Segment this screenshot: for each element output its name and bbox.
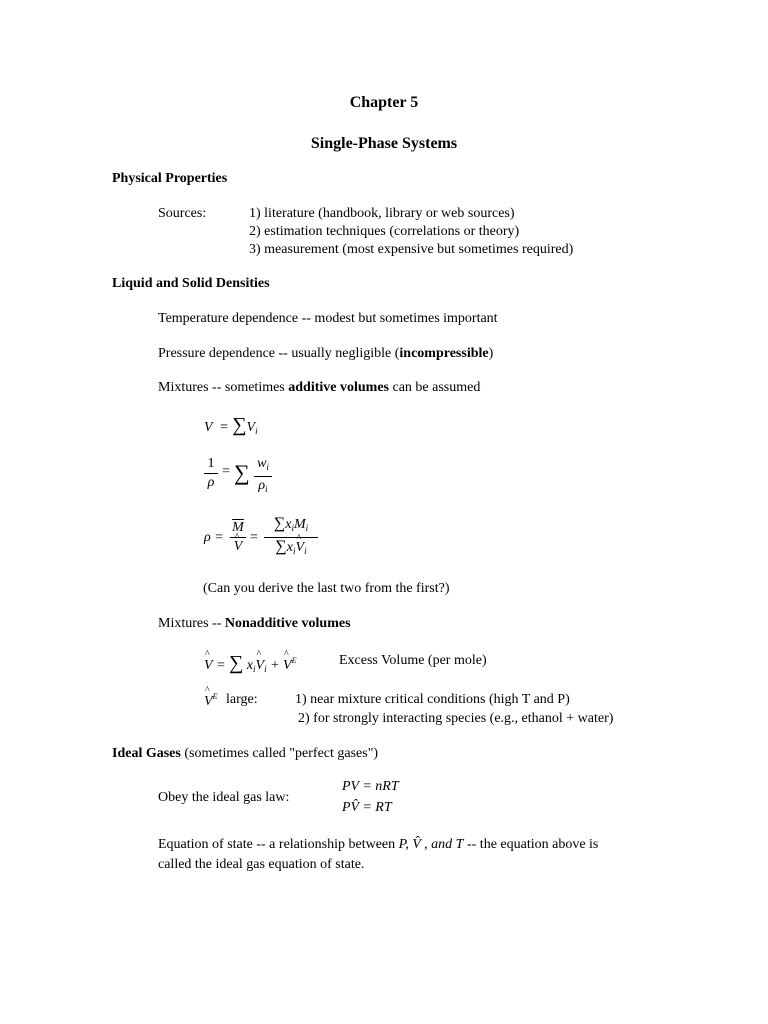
derive-question: (Can you derive the last two from the first?) — [203, 581, 450, 596]
excess-volume-label: Excess Volume (per mole) — [339, 653, 487, 668]
pressure-close: ) — [488, 346, 494, 361]
chapter-title: Chapter 5 — [349, 94, 419, 111]
source-item: 3) measurement (most expensive but sometimes required) — [249, 242, 574, 257]
ideal-gases-line — [112, 746, 378, 762]
condition-item: 2) for strongly interacting species (e.g., ethanol + water) — [298, 711, 614, 726]
ideal-gas-equation-2: PV̂ = RT — [342, 800, 392, 815]
sources-label: Sources: — [158, 206, 207, 221]
incompressible-term: incompressible — [399, 346, 489, 361]
equation-density-reciprocal-rhs: $w_i$ $\rho_i$ — [254, 456, 272, 497]
equals-sign: = — [250, 530, 258, 545]
equation-density-mixture: $\sum x_iM_i$ $\sum x_i\^{}$ $V_i$ — [264, 516, 318, 559]
ideal-gases-note: (sometimes called "perfect gases") — [180, 746, 379, 761]
mixtures-nonadditive-text: Mixtures -- — [158, 616, 225, 631]
equation-density-reciprocal-lhs: 1 ρ — [204, 456, 218, 491]
equation-of-state-line-2: called the ideal gas equation of state. — [158, 857, 365, 872]
eos-text: Equation of state -- a relationship between — [158, 837, 399, 852]
mixtures-tail: can be assumed — [389, 380, 481, 395]
nonadditive-volumes-term: Nonadditive volumes — [224, 616, 351, 631]
equation-density-molar: $\overline{M}$ ^ V — [230, 520, 246, 555]
physical-properties-heading: Physical Properties — [112, 171, 228, 186]
condition-item: 1) near mixture critical conditions (high T and P) — [295, 692, 570, 707]
equals-sign: = — [222, 464, 230, 479]
subtitle: Single-Phase Systems — [310, 135, 458, 152]
source-item: 2) estimation techniques (correlations or theory) — [249, 224, 520, 239]
mixtures-text: Mixtures -- sometimes — [158, 380, 289, 395]
equation-volume-sum: $V = \sum V_i$ — [204, 414, 258, 436]
temperature-dependence: Temperature dependence -- modest but sometimes important — [158, 311, 498, 326]
eos-variables: P, V̂ , and T — [398, 837, 464, 852]
pressure-dependence — [158, 346, 493, 362]
sum-symbol: ∑ — [234, 460, 250, 485]
source-item: 1) literature (handbook, library or web sources) — [249, 206, 515, 221]
mixtures-additive — [158, 380, 480, 396]
ideal-gases-heading: Ideal Gases — [112, 746, 181, 761]
mixtures-nonadditive — [158, 616, 351, 632]
ideal-gas-law-label: Obey the ideal gas law: — [158, 790, 290, 805]
pressure-text: Pressure dependence -- usually negligible ( — [158, 346, 400, 361]
eos-tail: -- the equation above is — [463, 837, 599, 852]
equation-excess-volume: ^ V = ∑ $x_i\^{}$ $V_i$ + ^ $V^E$ — [204, 653, 297, 674]
excess-volume-symbol: ^ $V^E$ — [204, 692, 217, 710]
liquid-solid-heading: Liquid and Solid Densities — [112, 276, 270, 291]
ideal-gas-equation-1: PV = nRT — [342, 779, 399, 794]
equation-of-state-line — [158, 837, 598, 853]
large-label: large: — [226, 692, 258, 707]
rho-symbol: ρ = — [204, 530, 224, 545]
additive-volumes-term: additive volumes — [288, 380, 389, 395]
